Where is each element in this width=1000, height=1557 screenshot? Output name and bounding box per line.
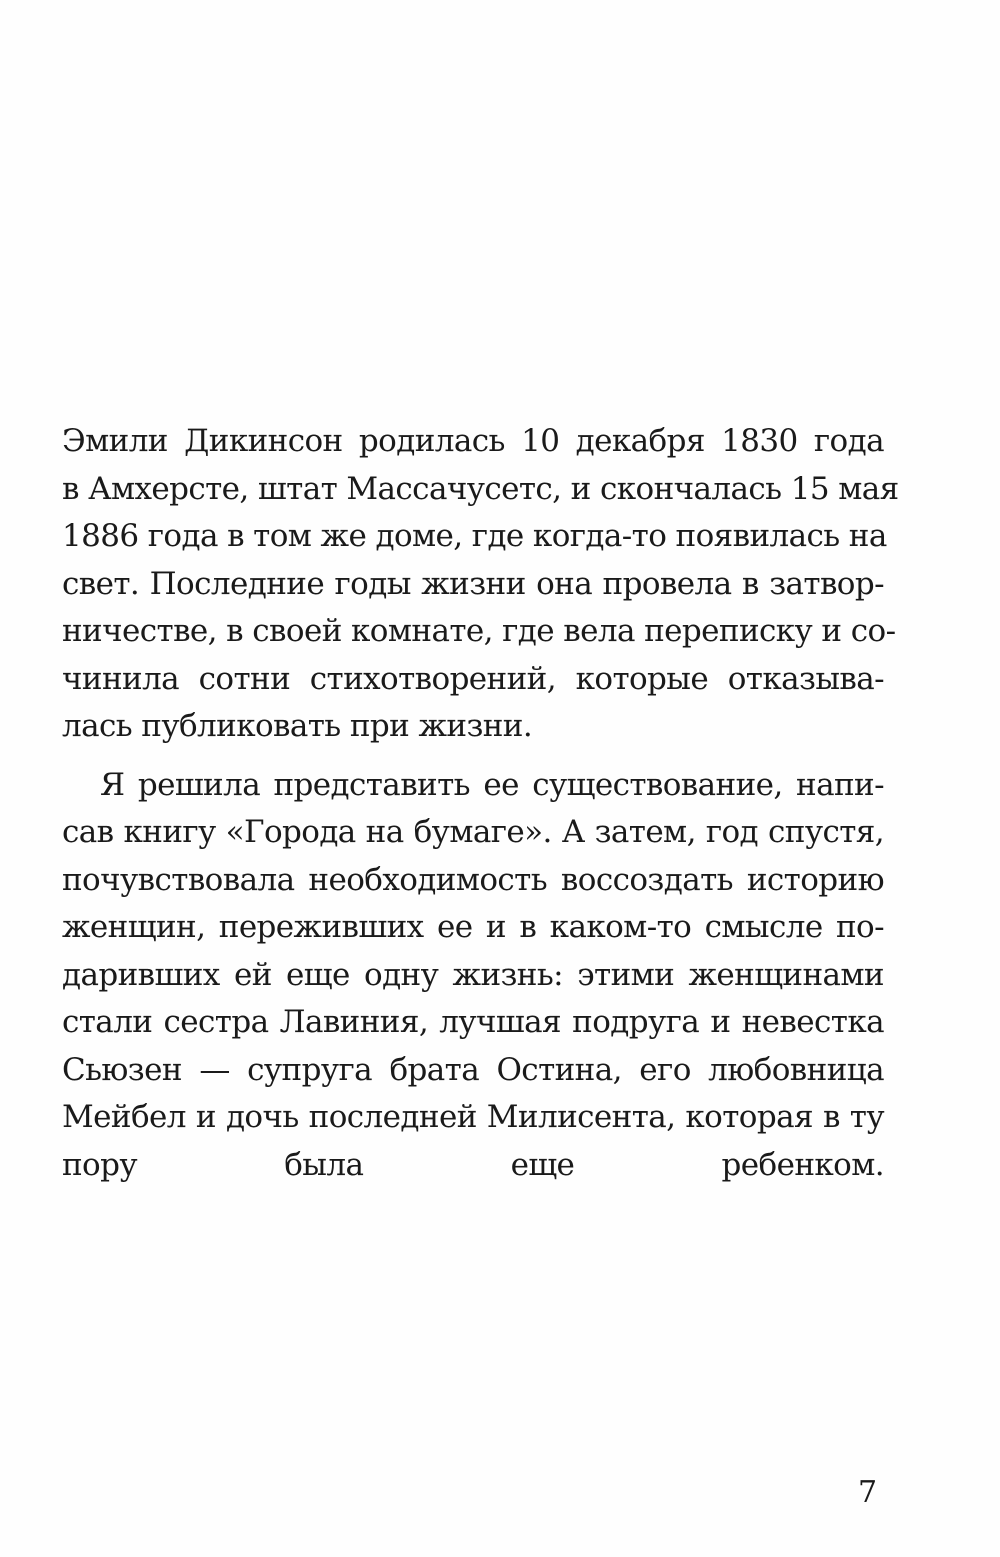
text-line: Я решила представить ее существование, напи- bbox=[100, 766, 884, 803]
text-line: 1886 года в том же доме, где когда-то появилась на bbox=[62, 518, 887, 554]
text-line: чинила сотни стихотворений, которые отказыва- bbox=[62, 660, 884, 697]
text-line: Мейбел и дочь последней Милисента, которая в ту bbox=[62, 1099, 884, 1135]
paragraph-1 bbox=[62, 418, 899, 751]
body-text bbox=[62, 418, 899, 1237]
text-line: женщин, переживших ее и в каком-то смысле по- bbox=[62, 909, 884, 945]
text-line bbox=[62, 1189, 884, 1237]
text-line: ничестве, в своей комнате, где вела переписку и со- bbox=[62, 613, 896, 649]
paragraph-2 bbox=[62, 762, 884, 1237]
text-line: свет. Последние годы жизни она провела в затвор- bbox=[62, 565, 884, 602]
page-number: 7 bbox=[858, 1475, 878, 1510]
text-line: Сьюзен — супруга брата Остина, его любовница bbox=[62, 1051, 884, 1088]
text-line: пору была еще ребенком. bbox=[62, 1146, 884, 1183]
text-line: даривших ей еще одну жизнь: этими женщинами bbox=[62, 956, 884, 993]
text-line: стали сестра Лавиния, лучшая подруга и невестка bbox=[62, 1004, 884, 1040]
text-line: Эмили Дикинсон родилась 10 декабря 1830 года bbox=[62, 423, 884, 459]
text-line: лась публиковать при жизни. bbox=[62, 708, 533, 744]
text-line: в Амхерсте, штат Массачусетс, и скончалась 15 мая bbox=[62, 470, 899, 507]
text-line: сав книгу «Города на бумаге». А затем, год спустя, bbox=[62, 814, 884, 850]
paragraph-gap bbox=[62, 751, 884, 762]
text-line: почувствовала необходимость воссоздать историю bbox=[62, 861, 884, 898]
